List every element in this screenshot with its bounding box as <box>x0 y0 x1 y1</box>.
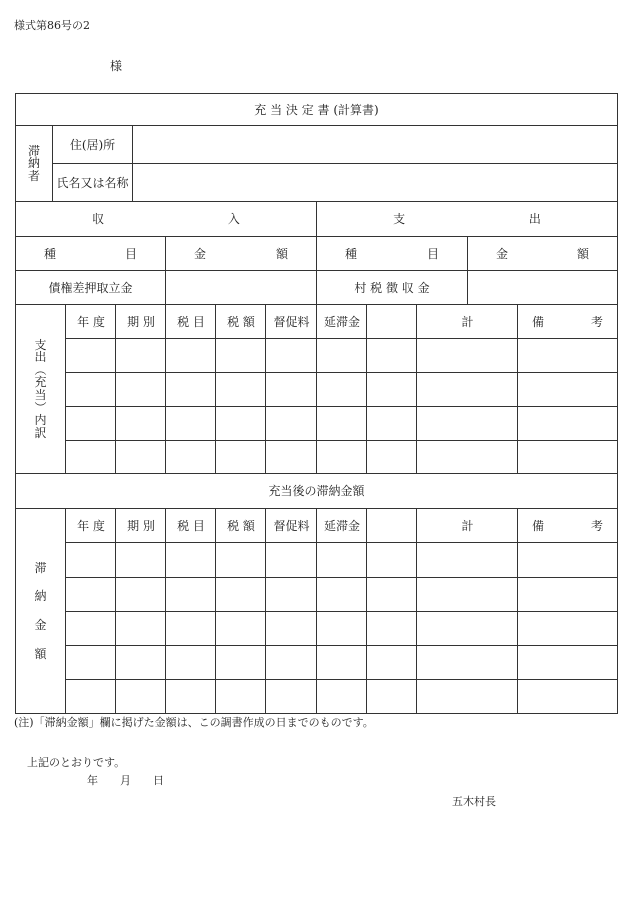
address-label: 住(居)所 <box>69 137 116 152</box>
breakdown-col-period: 期 別 <box>127 314 155 329</box>
expense-kind-label: 種 目 <box>345 246 439 261</box>
balance-col-tax-amount: 税 額 <box>227 518 255 533</box>
issuer-name: 五木村長 <box>452 795 496 808</box>
name-label: 氏名又は名称 <box>56 175 129 190</box>
after-charge-label: 充当後の滞納金額 <box>268 484 365 498</box>
balance-col-late-fee: 延滞金 <box>323 518 360 533</box>
balance-col-total: 計 <box>461 518 474 533</box>
balance-col-blank <box>367 509 417 542</box>
breakdown-col-dunning-fee: 督促料 <box>273 314 310 329</box>
form-code: 様式第86号の2 <box>14 19 90 32</box>
balance-label: 滞 納 金 額 <box>34 560 47 661</box>
form-title: 充 当 決 定 書 (計算書) <box>254 102 379 117</box>
balance-col-period: 期 別 <box>127 518 155 533</box>
expense-amount-label: 金 額 <box>496 246 589 261</box>
balance-col-remarks: 備 考 <box>532 518 603 533</box>
balance-col-year: 年 度 <box>77 518 105 533</box>
income-amount-label: 金 額 <box>194 246 288 261</box>
addressee-suffix: 様 <box>110 59 123 73</box>
breakdown-col-tax-item: 税 目 <box>177 314 205 329</box>
income-kind-label: 種 目 <box>44 246 137 261</box>
breakdown-col-tax-amount: 税 額 <box>227 314 255 329</box>
closing-text: 上記のとおりです。 <box>27 756 126 769</box>
breakdown-label: 支 出 ︵ 充 当 ︶ 内 訳 <box>34 337 47 440</box>
footnote: (注)「滞納金額」欄に掲げた金額は、この調書作成の日までのものです。 <box>14 716 374 729</box>
balance-col-tax-item: 税 目 <box>177 518 205 533</box>
expense-label: 支 出 <box>393 212 601 226</box>
date-line: 年 月 日 <box>87 774 164 787</box>
breakdown-col-blank <box>367 305 417 338</box>
delinquent-label: 滞 納 者 <box>27 143 40 183</box>
income-item-seized-claim: 債権差押取立金 <box>48 280 133 295</box>
breakdown-col-late-fee: 延滞金 <box>323 314 360 329</box>
balance-col-dunning-fee: 督促料 <box>273 518 310 533</box>
breakdown-col-total: 計 <box>461 314 474 329</box>
expense-item-village-tax: 村 税 徴 収 金 <box>354 280 430 295</box>
breakdown-col-remarks: 備 考 <box>532 314 603 329</box>
income-label: 収 入 <box>92 212 300 226</box>
breakdown-col-year: 年 度 <box>77 314 105 329</box>
